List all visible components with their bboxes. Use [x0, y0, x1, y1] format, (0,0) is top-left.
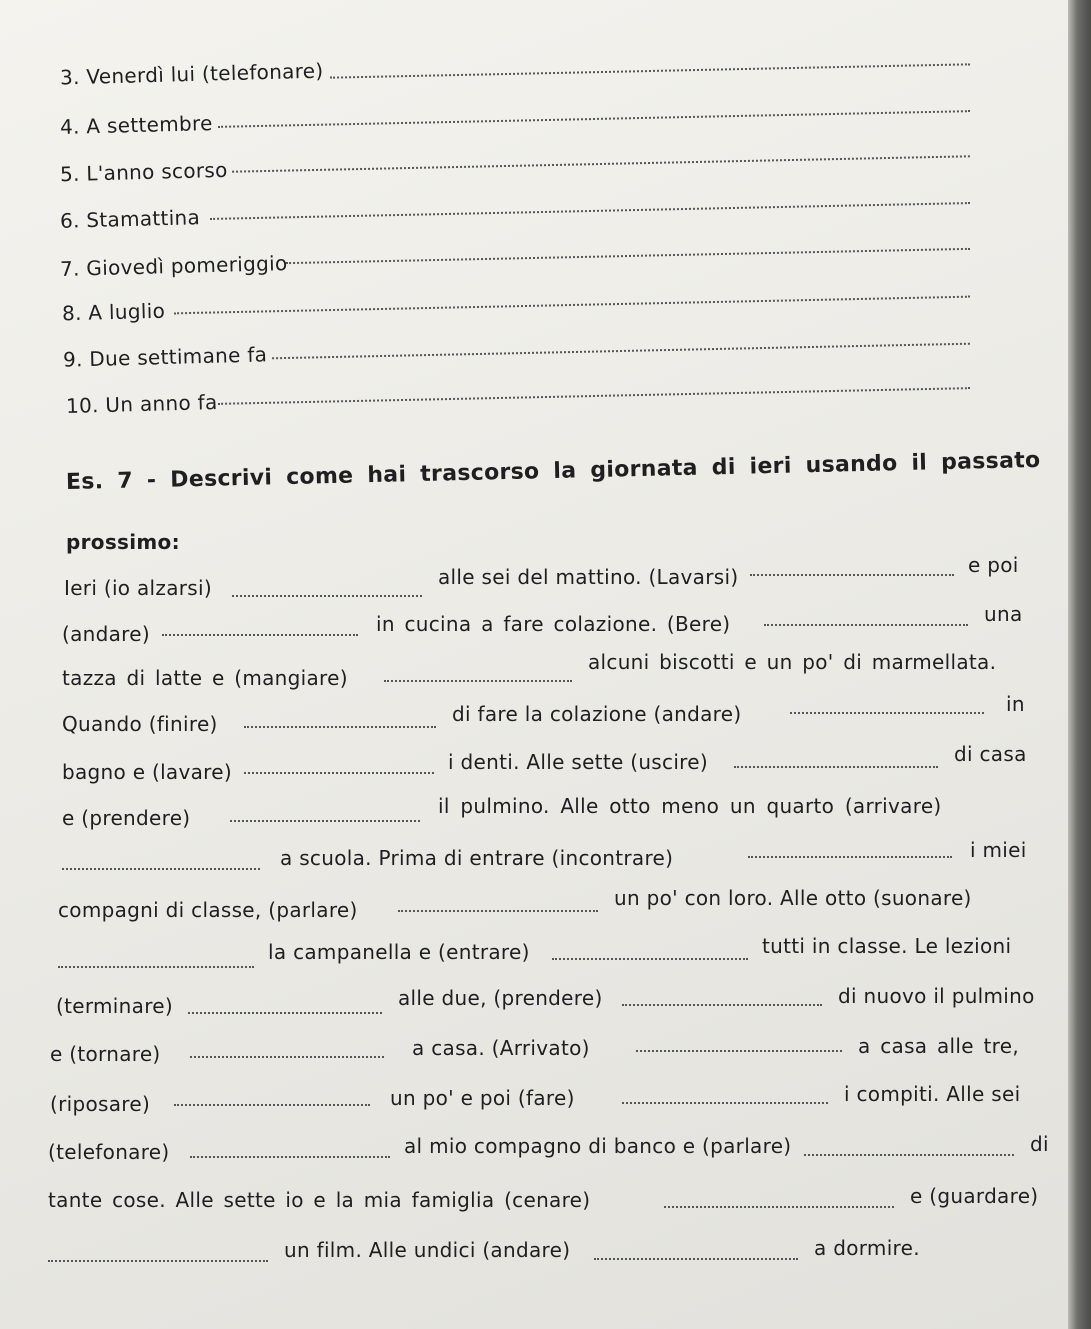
blank-arrivato[interactable] — [636, 1050, 842, 1052]
text-segment: un po' con loro. Alle otto (suonare) — [614, 886, 972, 910]
text-segment: a dormire. — [814, 1236, 920, 1260]
blank-cenare[interactable] — [664, 1206, 894, 1208]
text-segment: compagni di classe, (parlare) — [58, 898, 358, 922]
text-segment: alle due, (prendere) — [398, 986, 603, 1010]
list-item-8: 8. A luglio — [61, 298, 166, 326]
text-segment: di — [1030, 1132, 1049, 1156]
answer-line-10[interactable] — [218, 387, 970, 405]
text-segment: un film. Alle undici (andare) — [284, 1238, 571, 1262]
text-segment: Ieri (io alzarsi) — [64, 576, 212, 600]
blank-guardare[interactable] — [48, 1260, 268, 1262]
text-segment: i compiti. Alle sei — [844, 1082, 1021, 1106]
exercise-title: Es. 7 - Descrivi come hai trascorso la giornata di ieri usando il passato — [65, 447, 1041, 495]
answer-line-8[interactable] — [174, 296, 970, 315]
text-segment: tutti in classe. Le lezioni — [762, 934, 1012, 958]
answer-line-6[interactable] — [210, 202, 970, 220]
text-segment: di nuovo il pulmino — [838, 984, 1035, 1008]
text-segment: alle sei del mattino. (Lavarsi) — [438, 565, 739, 589]
list-item-6: 6. Stamattina — [59, 205, 201, 233]
exercise-title-cont: prossimo: — [66, 530, 180, 554]
blank-lavare[interactable] — [244, 772, 434, 774]
blank-andare-2[interactable] — [790, 712, 984, 714]
background-edge — [1068, 0, 1091, 1329]
blank-alzarsi[interactable] — [232, 595, 422, 597]
text-segment: bagno e (lavare) — [62, 760, 232, 784]
text-segment: in — [1006, 692, 1025, 716]
answer-line-7[interactable] — [286, 248, 970, 264]
list-item-9: 9. Due settimane fa — [62, 342, 268, 372]
blank-parlare-2[interactable] — [804, 1154, 1014, 1156]
text-segment: la campanella e (entrare) — [268, 940, 530, 964]
blank-uscire[interactable] — [734, 766, 938, 768]
blank-fare[interactable] — [622, 1102, 828, 1104]
text-segment: (andare) — [62, 622, 150, 646]
text-segment: tazza di latte e (mangiare) — [62, 666, 348, 690]
text-segment: il pulmino. Alle otto meno un quarto (arrivare) — [438, 794, 942, 818]
blank-finire[interactable] — [244, 726, 436, 728]
text-segment: (terminare) — [56, 994, 173, 1018]
blank-suonare[interactable] — [58, 966, 254, 968]
blank-mangiare[interactable] — [384, 680, 572, 682]
text-segment: (telefonare) — [48, 1140, 170, 1164]
text-segment: una — [984, 602, 1023, 626]
blank-telefonare[interactable] — [190, 1156, 390, 1158]
blank-entrare[interactable] — [552, 958, 748, 960]
text-segment: i denti. Alle sette (uscire) — [448, 750, 708, 774]
blank-prendere-2[interactable] — [622, 1004, 822, 1006]
text-segment: a casa alle tre, — [858, 1034, 1020, 1058]
blank-parlare[interactable] — [398, 910, 598, 912]
text-segment: alcuni biscotti e un po' di marmellata. — [588, 650, 997, 674]
blank-andare-3[interactable] — [594, 1258, 798, 1260]
text-segment: tante cose. Alle sette io e la mia famiglia (cenare) — [48, 1188, 591, 1212]
text-segment: di fare la colazione (andare) — [452, 702, 742, 726]
list-item-7: 7. Giovedì pomeriggio — [59, 251, 288, 281]
blank-riposare[interactable] — [174, 1104, 370, 1106]
answer-line-4[interactable] — [218, 110, 970, 128]
text-segment: un po' e poi (fare) — [390, 1086, 575, 1110]
blank-prendere[interactable] — [230, 820, 420, 822]
blank-tornare[interactable] — [190, 1056, 384, 1058]
blank-lavarsi[interactable] — [750, 574, 954, 576]
text-segment: (riposare) — [50, 1092, 151, 1116]
blank-terminare[interactable] — [188, 1012, 382, 1014]
answer-line-5[interactable] — [232, 155, 970, 172]
text-segment: Quando (finire) — [62, 712, 218, 736]
text-segment: e (prendere) — [62, 806, 191, 830]
text-segment: in cucina a fare colazione. (Bere) — [376, 612, 731, 636]
text-segment: a casa. (Arrivato) — [412, 1036, 590, 1060]
list-item-3: 3. Venerdì lui (telefonare) — [59, 58, 324, 90]
answer-line-9[interactable] — [272, 343, 970, 360]
answer-line-3[interactable] — [330, 63, 970, 78]
text-segment: a scuola. Prima di entrare (incontrare) — [280, 846, 674, 870]
text-segment: e (tornare) — [50, 1042, 161, 1066]
text-segment: al mio compagno di banco e (parlare) — [404, 1134, 792, 1158]
blank-arrivare[interactable] — [62, 868, 260, 870]
list-item-10: 10. Un anno fa — [65, 390, 218, 418]
list-item-4: 4. A settembre — [59, 111, 213, 139]
text-segment: e poi — [968, 553, 1019, 577]
list-item-5: 5. L'anno scorso — [59, 157, 228, 187]
text-segment: i miei — [970, 838, 1027, 862]
blank-andare[interactable] — [162, 634, 358, 636]
blank-bere[interactable] — [764, 624, 968, 626]
blank-incontrare[interactable] — [748, 856, 952, 858]
text-segment: e (guardare) — [910, 1184, 1039, 1208]
text-segment: di casa — [954, 742, 1027, 766]
